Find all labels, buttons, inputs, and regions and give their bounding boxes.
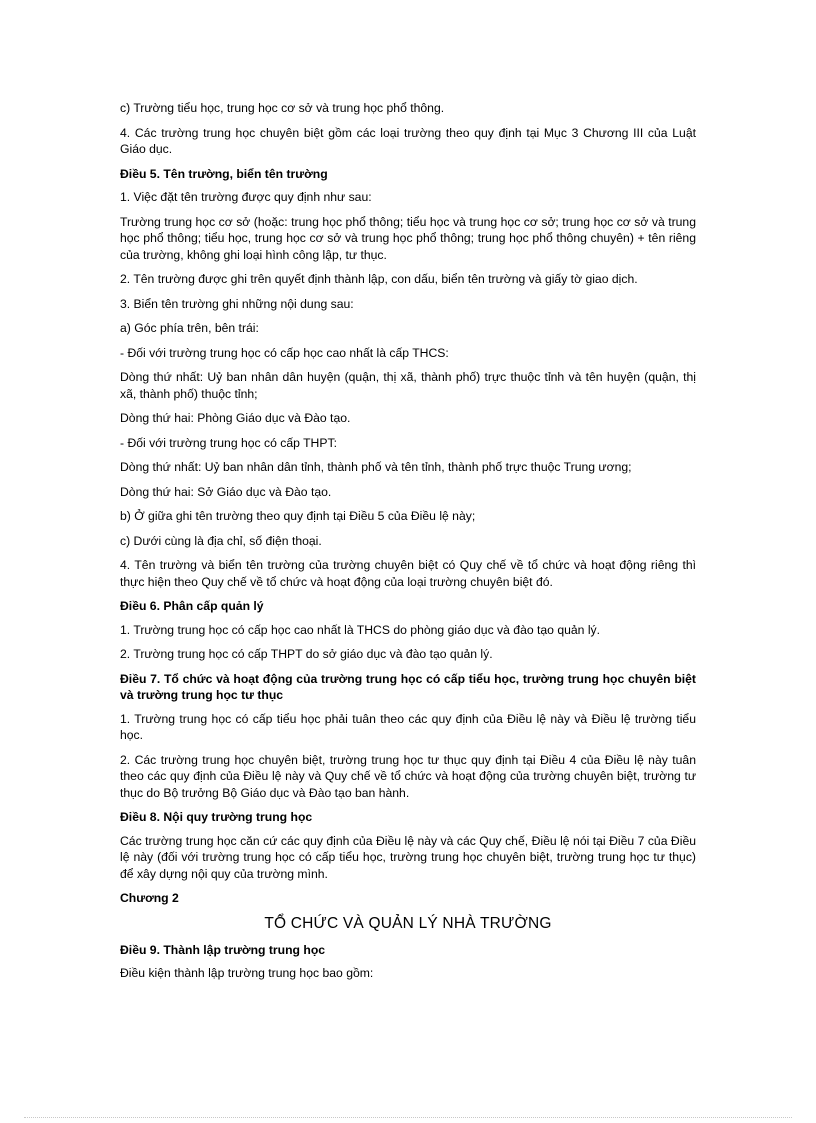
heading-dieu-7: Điều 7. Tổ chức và hoạt động của trường trung học có cấp tiểu học, trường trung học chuyên biệt và trường trung học tư thục: [120, 671, 696, 702]
paragraph-dong-thu-nhat-tinh: Dòng thứ nhất: Uỷ ban nhân dân tỉnh, thành phố và tên tỉnh, thành phố trực thuộc Trung ương;: [120, 460, 632, 474]
heading-dieu-5: Điều 5. Tên trường, biển tên trường: [120, 166, 328, 181]
heading-dieu-8: Điều 8. Nội quy trường trung học: [120, 810, 313, 824]
paragraph-dong-thu-hai-so: Dòng thứ hai: Sở Giáo dục và Đào tạo.: [120, 484, 332, 499]
paragraph-cap-tieu-hoc: 1. Trường trung học có cấp tiểu học phải tuân theo các quy định của Điều lệ này và Điều lệ trường tiểu học.: [120, 711, 696, 742]
paragraph-bien-ten-truong: 3. Biển tên trường ghi những nội dung sau:: [120, 296, 354, 311]
paragraph-truong-chuyen-biet: 4. Các trường trung học chuyên biệt gồm các loại trường theo quy định tại Mục 3 Chương III của Luật Giáo dục.: [120, 125, 696, 156]
paragraph-dong-thu-nhat-huyen: Dòng thứ nhất: Uỷ ban nhân dân huyện (quận, thị xã, thành phố) trực thuộc tỉnh và tên huyện (quận, thị xã, thành phố) thuộc tỉnh;: [120, 370, 696, 401]
paragraph-dieu-kien-thanh-lap: Điều kiện thành lập trường trung học bao gồm:: [120, 966, 374, 980]
paragraph-chuyen-biet-tu-thuc: 2. Các trường trung học chuyên biệt, trường trung học tư thục quy định tại Điều 4 của Điều lệ này tuân theo các quy định của Điều lệ này và Quy chế về tổ chức và hoạt động của trường chuyên biệt, trường tư thục do Bộ trưởng Bộ Giáo dục và Đào tạo ban hành.: [120, 752, 696, 800]
paragraph-truong-chuyen-biet-quy-che: 4. Tên trường và biển tên trường của trường chuyên biệt có Quy chế về tổ chức và hoạt động riêng thì thực hiện theo Quy chế về tổ chức và hoạt động của loại trường chuyên biệt đó.: [120, 558, 696, 589]
chapter-title: TỔ CHỨC VÀ QUẢN LÝ NHÀ TRƯỜNG: [264, 914, 552, 932]
heading-dieu-6: Điều 6. Phân cấp quản lý: [120, 599, 264, 613]
paragraph-o-giua: b) Ở giữa ghi tên trường theo quy định tại Điều 5 của Điều lệ này;: [120, 509, 476, 523]
paragraph-ten-truong-format: Trường trung học cơ sở (hoặc: trung học phổ thông; tiểu học và trung học cơ sở; trung học cơ sở và trung học phổ thông; tiểu học, trung học cơ sở và trung học phổ thông; trung học phổ thông chuyên) + tên riêng của trường, không ghi loại hình công lập, tư thục.: [120, 214, 696, 262]
paragraph-thcs-phong-quan-ly: 1. Trường trung học có cấp học cao nhất là THCS do phòng giáo dục và đào tạo quản lý.: [120, 622, 601, 637]
paragraph-dat-ten-truong: 1. Việc đặt tên trường được quy định như sau:: [120, 190, 372, 204]
heading-chuong-2: Chương 2: [120, 891, 179, 905]
document-page: [120, 100, 696, 990]
paragraph-doi-voi-thcs: - Đối với trường trung học có cấp học cao nhất là cấp THCS:: [120, 345, 449, 360]
page-bottom-rule: [24, 1117, 792, 1118]
paragraph-ten-truong-ghi-tren: 2. Tên trường được ghi trên quyết định thành lập, con dấu, biển tên trường và giấy tờ giao dịch.: [120, 272, 638, 286]
paragraph-dong-thu-hai-phong: Dòng thứ hai: Phòng Giáo dục và Đào tạo.: [120, 411, 351, 425]
heading-dieu-9: Điều 9. Thành lập trường trung học: [120, 942, 326, 957]
paragraph-goc-phia-tren: a) Góc phía trên, bên trái:: [120, 321, 259, 335]
paragraph-noi-quy: Các trường trung học căn cứ các quy định của Điều lệ này và các Quy chế, Điều lệ nói tại Điều 7 của Điều lệ này (đối với trường trung học có cấp tiểu học, trường trung học chuyên biệt, trường trung học tư thục) để xây dựng nội quy của trường mình.: [120, 833, 696, 881]
paragraph-c-truong-tieu-hoc: c) Trường tiểu học, trung học cơ sở và trung học phổ thông.: [120, 101, 445, 115]
paragraph-thpt-so-quan-ly: 2. Trường trung học có cấp THPT do sở giáo dục và đào tạo quản lý.: [120, 647, 493, 661]
paragraph-doi-voi-thpt: - Đối với trường trung học có cấp THPT:: [120, 435, 337, 450]
paragraph-duoi-cung: c) Dưới cùng là địa chỉ, số điện thoại.: [120, 533, 322, 548]
